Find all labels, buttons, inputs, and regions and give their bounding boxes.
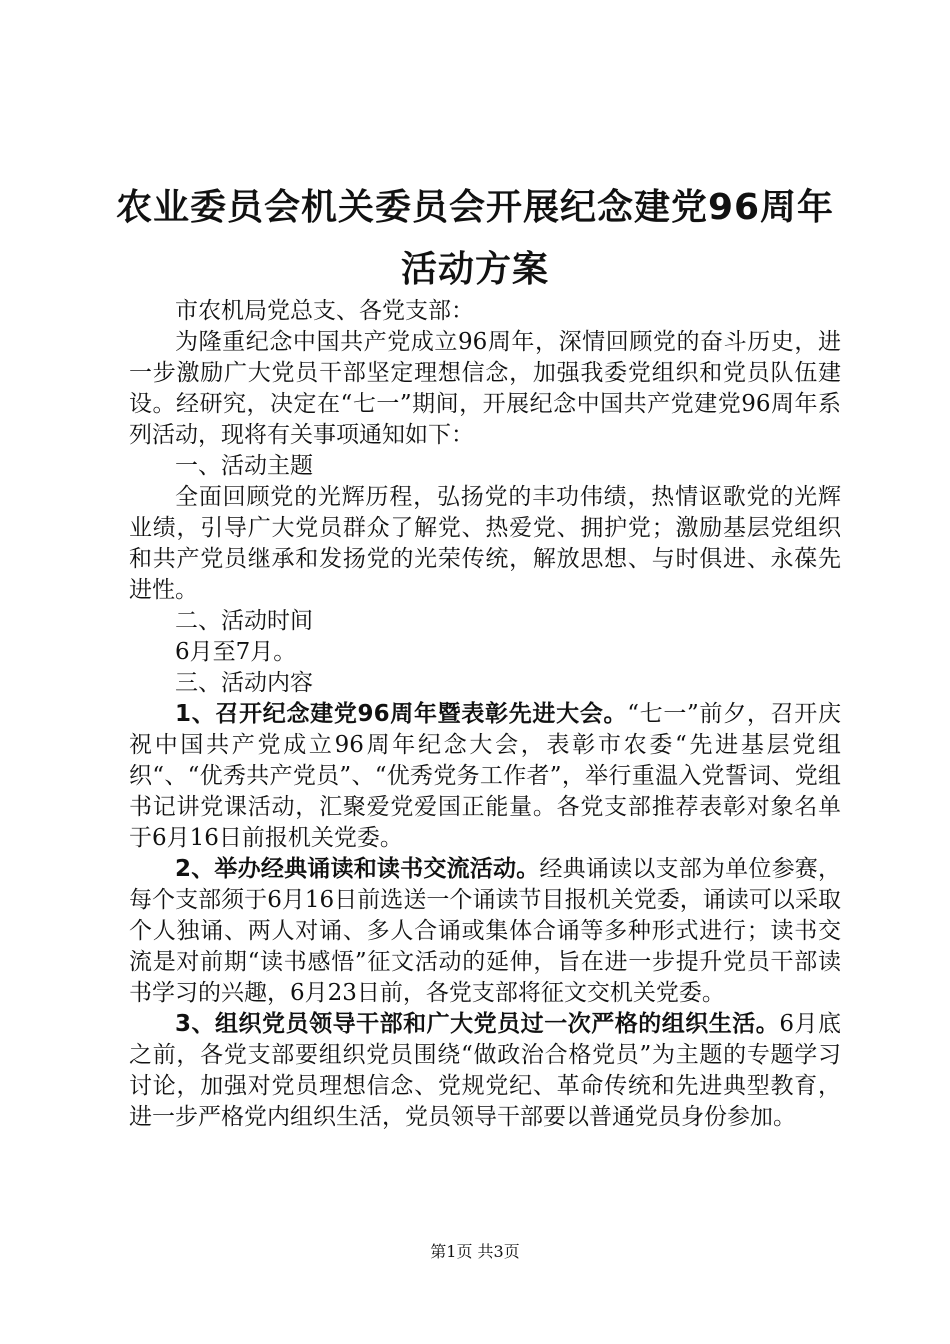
document-title-line-1: 农业委员会机关委员会开展纪念建党96周年 [115,187,835,228]
item-1-lead: 1、召开纪念建党96周年暨表彰先进大会。 [175,701,628,727]
salutation: 市农机局党总支、各党支部： [175,298,474,324]
item-3-paragraph [129,1009,841,1133]
section-2-paragraph: 6月至7月。 [175,639,297,665]
item-3-lead: 3、组织党员领导干部和广大党员过一次严格的组织生活。 [175,1011,780,1037]
item-2-lead: 2、举办经典诵读和读书交流活动。 [175,856,540,882]
intro-paragraph: 为隆重纪念中国共产党成立96周年，深情回顾党的奋斗历史，进一步激励广大党员干部坚定理想信念，加强我委党组织和党员队伍建设。经研究，决定在“七一”期间，开展纪念中国共产党建党96周年系列活动，现将有关事项通知如下： [129,329,841,448]
section-2-heading: 二、活动时间 [175,608,313,634]
page-footer: 第1页 共3页 [430,1242,520,1261]
item-2-paragraph [129,854,841,1009]
item-1-text: “七一”前夕，召开庆祝中国共产党成立96周年纪念大会，表彰市农委“先进基层党组织“、“优秀共产党员”、“优秀党务工作者”，举行重温入党誓词、党组书记讲党课活动，汇聚爱党爱国正能量。各党支部推荐表彰对象名单于6月16日前报机关党委。 [129,701,841,851]
section-1-paragraph: 全面回顾党的光辉历程，弘扬党的丰功伟绩，热情讴歌党的光辉业绩，引导广大党员群众了解党、热爱党、拥护党；激励基层党组织和共产党员继承和发扬党的光荣传统，解放思想、与时俱进、永葆先进性。 [129,484,841,603]
item-3-text: 6月底之前，各党支部要组织党员围绕“做政治合格党员”为主题的专题学习讨论，加强对党员理想信念、党规党纪、革命传统和先进典型教育，进一步严格党内组织生活，党员领导干部要以普通党员身份参加。 [129,1011,841,1130]
item-1-paragraph [129,699,841,854]
section-3-heading: 三、活动内容 [175,670,313,696]
section-1-heading: 一、活动主题 [175,453,313,479]
document-body [129,296,841,1133]
item-2-text: 经典诵读以支部为单位参赛，每个支部须于6月16日前选送一个诵读节目报机关党委，诵读可以采取个人独诵、两人对诵、多人合诵或集体合诵等多种形式进行；读书交流是对前期“读书感悟”征文活动的延伸，旨在进一步提升党员干部读书学习的兴趣，6月23日前，各党支部将征文交机关党委。 [129,856,842,1006]
document-title-line-2: 活动方案 [400,249,549,290]
